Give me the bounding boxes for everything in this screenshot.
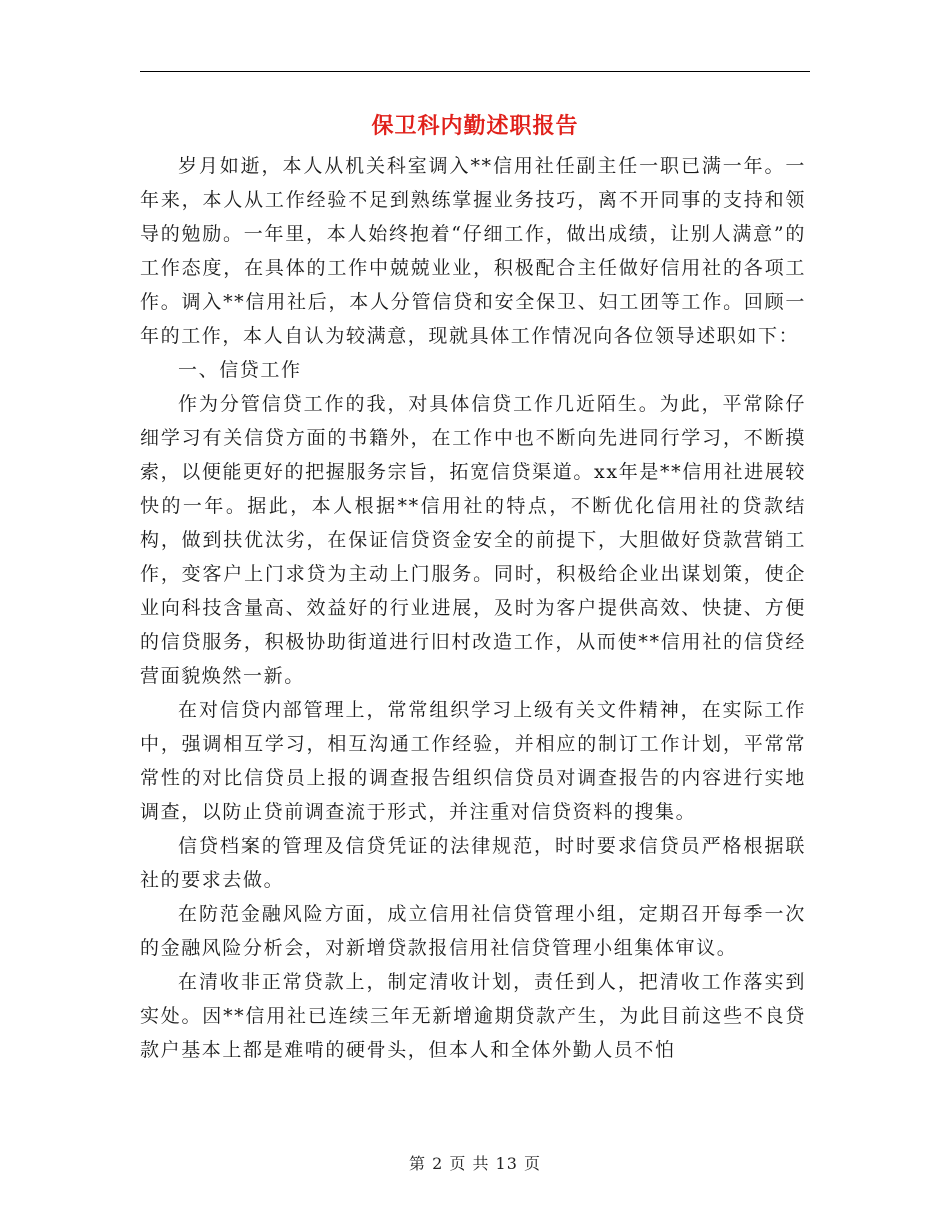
header-rule	[140, 71, 810, 72]
paragraph-credit-work: 作为分管信贷工作的我，对具体信贷工作几近陌生。为此，平常除仔细学习有关信贷方面的书籍外，在工作中也不断向先进同行学习，不断摸索，以便能更好的把握服务宗旨，拓宽信贷渠道。xx年是**信用社进展较快的一年。据此，本人根据**信用社的特点，不断优化信用社的贷款结构，做到扶优汰劣，在保证信贷资金安全的前提下，大胆做好贷款营销工作，变客户上门求贷为主动上门服务。同时，积极给企业出谋划策，使企业向科技含量高、效益好的行业进展，及时为客户提供高效、快捷、方便的信贷服务，积极协助街道进行旧村改造工作，从而使**信用社的信贷经营面貌焕然一新。	[140, 393, 806, 687]
document-body	[140, 149, 806, 1067]
paragraph-internal-management: 在对信贷内部管理上，常常组织学习上级有关文件精神，在实际工作中，强调相互学习，相互沟通工作经验，并相应的制订工作计划，平常常常性的对比信贷员上报的调查报告组织信贷员对调查报告的内容进行实地调查，以防止贷前调查流于形式，并注重对信贷资料的搜集。	[140, 699, 806, 823]
section-heading-credit: 一、信贷工作	[178, 359, 302, 381]
paragraph-risk-prevention: 在防范金融风险方面，成立信用社信贷管理小组，定期召开每季一次的金融风险分析会，对新增贷款报信用社信贷管理小组集体审议。	[140, 903, 806, 959]
paragraph-archive-management: 信贷档案的管理及信贷凭证的法律规范，时时要求信贷员严格根据联社的要求去做。	[140, 835, 806, 891]
document-title: 保卫科内勤述职报告	[371, 113, 579, 139]
paragraph-intro: 岁月如逝，本人从机关科室调入**信用社任副主任一职已满一年。一年来，本人从工作经验不足到熟练掌握业务技巧，离不开同事的支持和领导的勉励。一年里，本人始终抱着“仔细工作，做出成绩，让别人满意”的工作态度，在具体的工作中兢兢业业，积极配合主任做好信用社的各项工作。调入**信用社后，本人分管信贷和安全保卫、妇工团等工作。回顾一年的工作，本人自认为较满意，现就具体工作情况向各位领导述职如下：	[140, 155, 806, 347]
page-number: 第 2 页 共 13 页	[409, 1154, 541, 1173]
paragraph-loan-recovery: 在清收非正常贷款上，制定清收计划，责任到人，把清收工作落实到实处。因**信用社已连续三年无新增逾期贷款产生，为此目前这些不良贷款户基本上都是难啃的硬骨头，但本人和全体外勤人员不怕	[140, 971, 806, 1061]
